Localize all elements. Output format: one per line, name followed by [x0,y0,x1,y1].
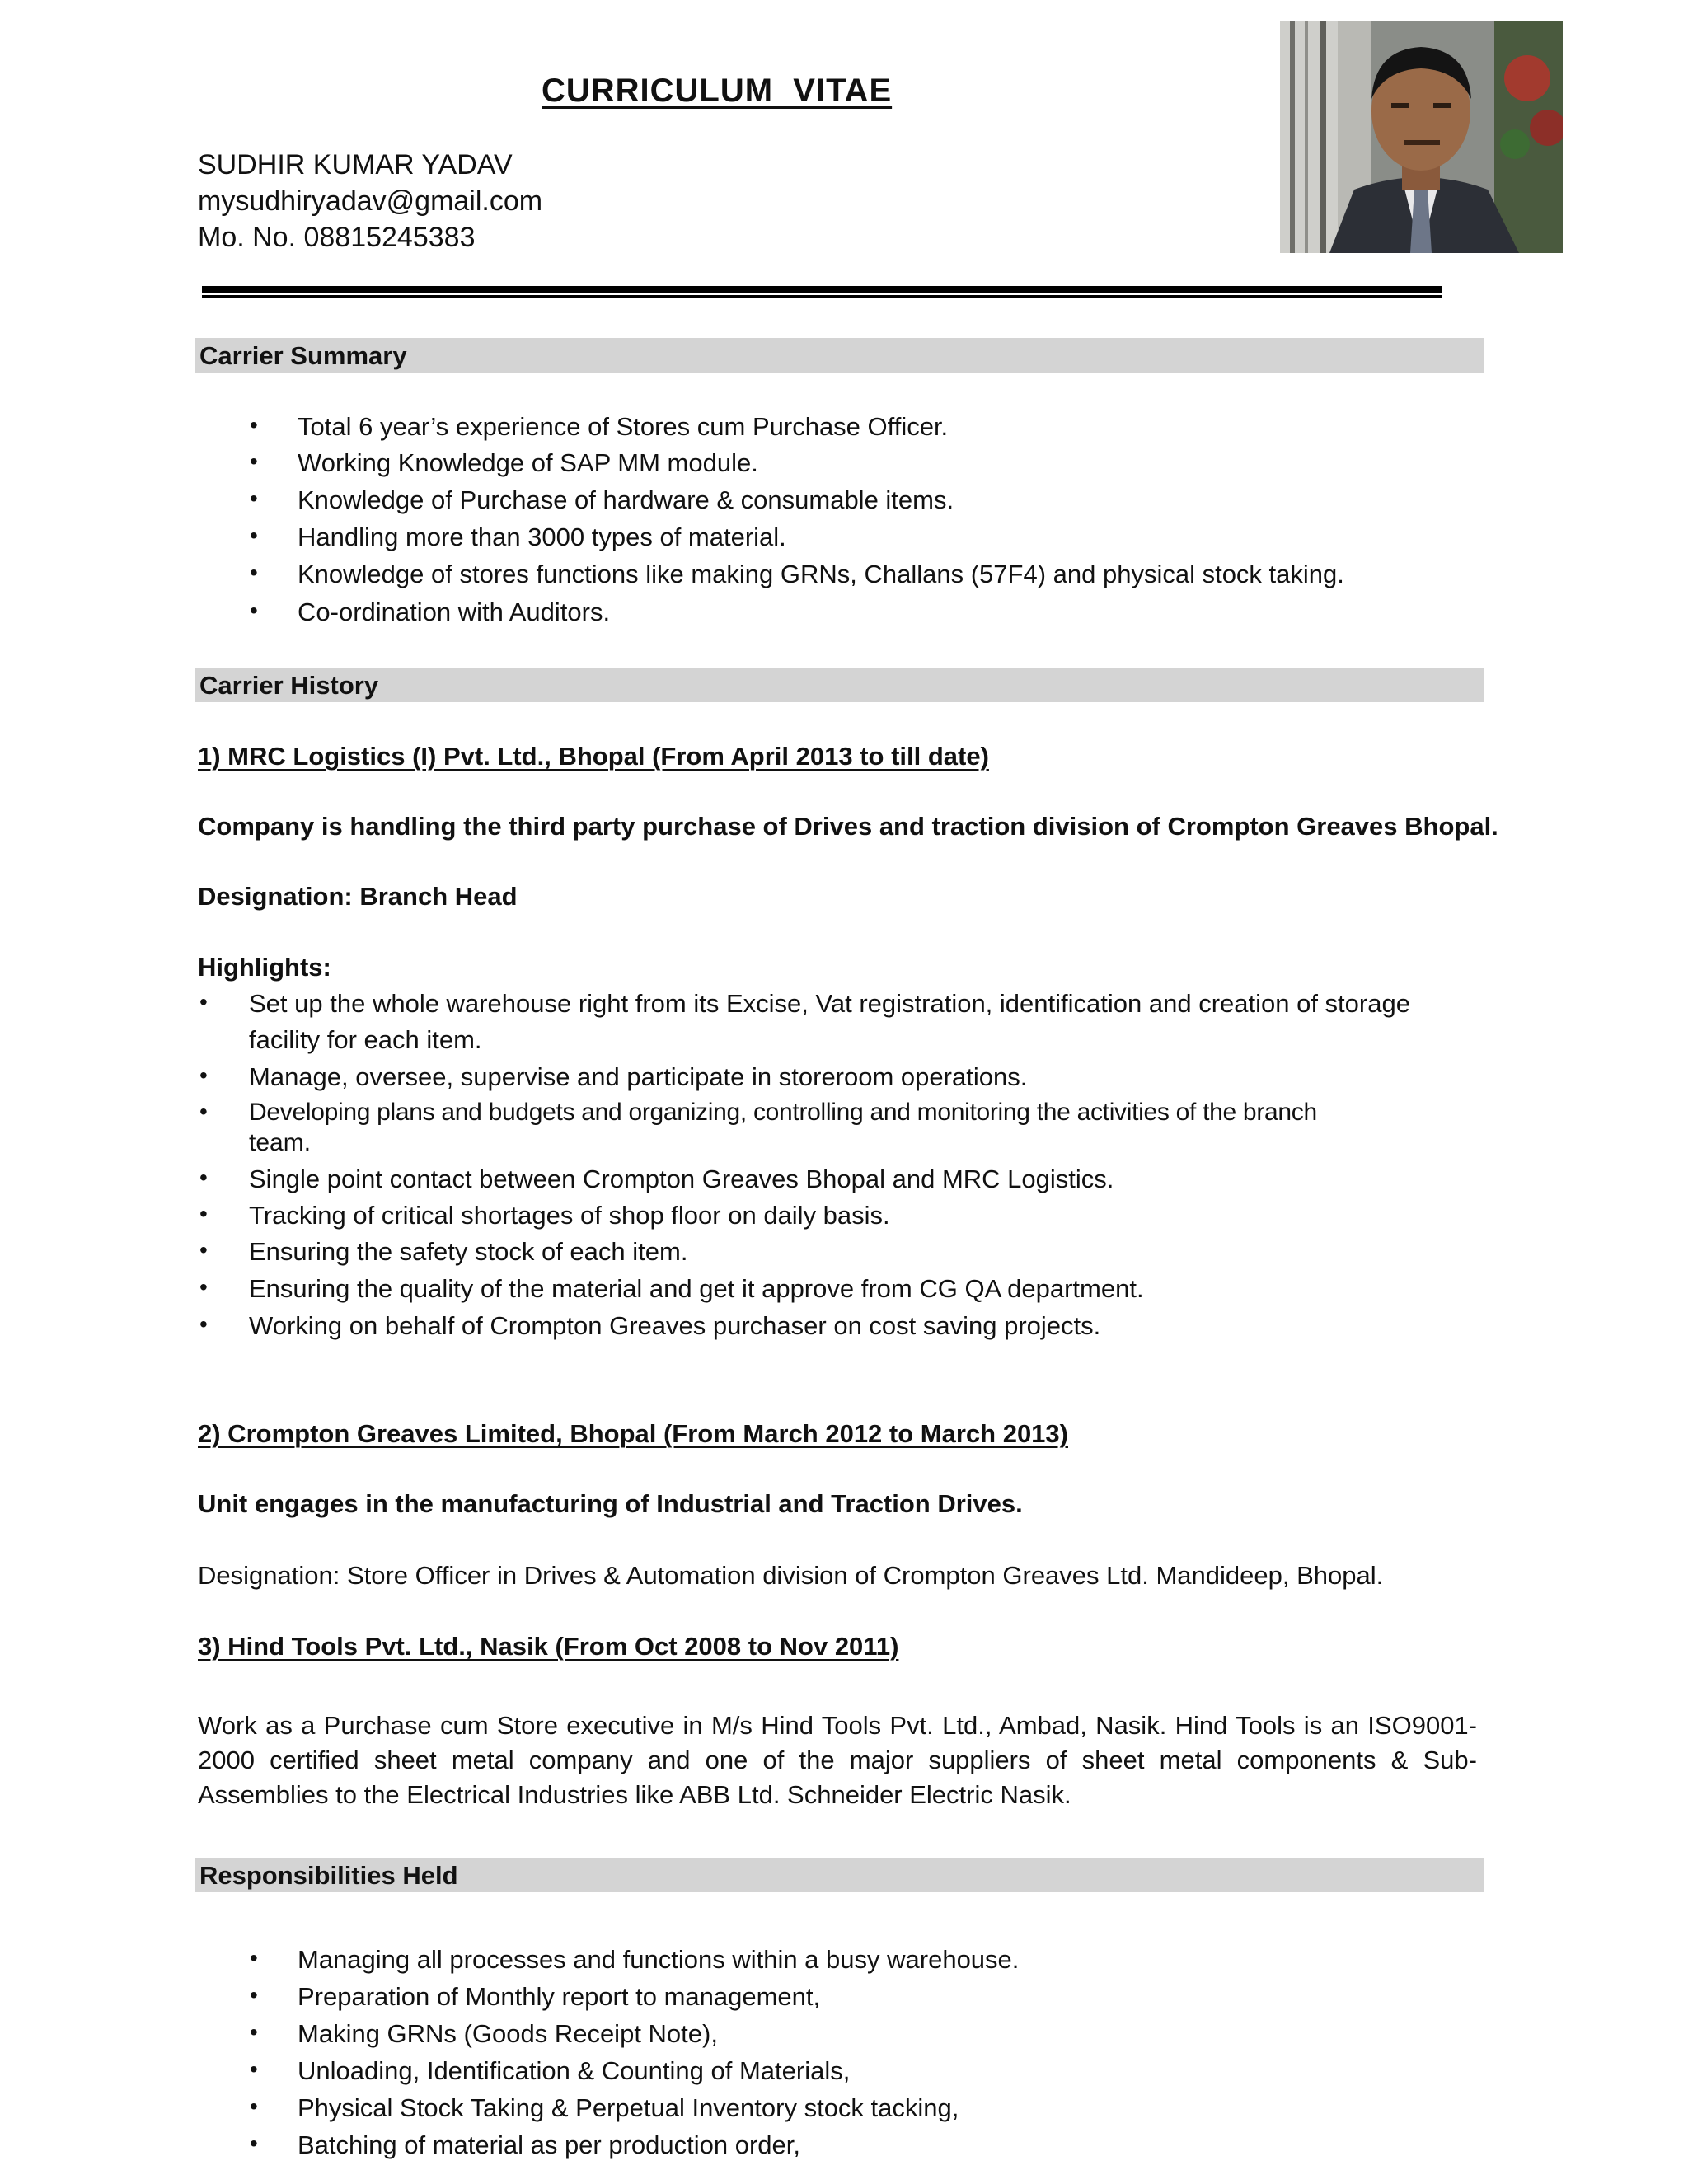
bullet-icon: • [250,2056,258,2082]
responsibilities-list [250,1945,1486,2176]
list-item-text: Single point contact between Crompton Greaves Bhopal and MRC Logistics. [249,1165,1114,1193]
bullet-icon: • [250,2019,258,2045]
bullet-icon: • [250,485,258,511]
list-item-text: Managing all processes and functions within a busy warehouse. [298,1945,1020,1974]
list-item-text: Working on behalf of Crompton Greaves purchaser on cost saving projects. [249,1311,1101,1340]
list-item-text: Set up the whole warehouse right from its Excise, Vat registration, identification and creation of storage [249,989,1410,1018]
list-item-text: Developing plans and budgets and organizing, controlling and monitoring the activities of the branch [249,1099,1317,1126]
bullet-icon: • [250,1945,258,1971]
section-band-responsibilities [195,1858,1484,1892]
highlights-list [199,989,1485,1343]
list-item-text: Ensuring the quality of the material and get it approve from CG QA department. [249,1274,1144,1303]
list-item-text: Knowledge of stores functions like making GRNs, Challans (57F4) and physical stock taking. [298,560,1344,588]
bullet-icon: • [250,1982,258,2008]
job-designation: Designation: Branch Head [198,882,518,911]
job-designation: Designation: Store Officer in Drives & Automation division of Crompton Greaves Ltd. Mandideep, Bhopal. [198,1561,1384,1590]
list-item-text: Manage, oversee, supervise and participate in storeroom operations. [249,1062,1028,1091]
list-item-text: Handling more than 3000 types of material. [298,523,786,551]
bullet-icon: • [199,1062,208,1088]
bullet-icon: • [250,448,258,474]
list-item-text: team. [249,1129,312,1156]
list-item-text: Knowledge of Purchase of hardware & consumable items. [298,485,954,514]
section-title-summary: Carrier Summary [199,341,407,370]
header-rule-thin [202,295,1442,298]
bullet-icon: • [199,1311,208,1337]
list-item-text: Co-ordination with Auditors. [298,598,611,626]
section-band-summary [195,338,1484,373]
header-rule-thick [202,286,1442,293]
list-item-text: facility for each item. [249,1025,482,1054]
section-band-history [195,668,1484,702]
list-item-text: Making GRNs (Goods Receipt Note), [298,2019,718,2048]
bullet-icon: • [199,1165,208,1190]
bullet-icon: • [250,523,258,548]
profile-photo [1280,21,1563,253]
job-heading-crompton: 2) Crompton Greaves Limited, Bhopal (From March 2012 to March 2013) [198,1419,1068,1448]
job-heading-mrc: 1) MRC Logistics (I) Pvt. Ltd., Bhopal (From April 2013 to till date) [198,742,989,771]
bullet-icon: • [250,2093,258,2119]
document-title: CURRICULUM VITAE [542,73,893,109]
job-company-line: Company is handling the third party purchase of Drives and traction division of Crompton Greaves Bhopal. [198,812,1498,841]
bullet-icon: • [199,1201,208,1226]
bullet-icon: • [250,412,258,438]
bullet-icon: • [250,560,258,585]
job-heading-hind-tools: 3) Hind Tools Pvt. Ltd., Nasik (From Oct 2008 to Nov 2011) [198,1632,899,1661]
bullet-icon: • [199,1099,208,1124]
email-address[interactable]: mysudhiryadav@gmail.com [198,185,543,217]
list-item-text: Batching of material as per production order, [298,2130,801,2159]
list-item-text: Ensuring the safety stock of each item. [249,1237,688,1266]
job-unit-line: Unit engages in the manufacturing of Industrial and Traction Drives. [198,1489,1023,1518]
section-title-responsibilities: Responsibilities Held [199,1861,458,1890]
portrait-illustration [1280,21,1563,253]
list-item-text: Tracking of critical shortages of shop floor on daily basis. [249,1201,890,1230]
bullet-icon: • [199,1274,208,1300]
list-item-text: Working Knowledge of SAP MM module. [298,448,758,477]
contact-block [198,147,542,255]
list-item-text: Physical Stock Taking & Perpetual Inventory stock tacking, [298,2093,959,2122]
bullet-icon: • [199,1237,208,1263]
candidate-name: SUDHIR KUMAR YADAV [198,149,513,180]
list-item-text: Preparation of Monthly report to management, [298,1982,821,2011]
highlights-label: Highlights: [198,953,331,982]
section-title-history: Carrier History [199,671,379,700]
summary-list [250,412,1486,635]
bullet-icon: • [250,2130,258,2156]
bullet-icon: • [199,989,208,1015]
job-description: Work as a Purchase cum Store executive in M/s Hind Tools Pvt. Ltd., Ambad, Nasik. Hind Tools is an ISO9001-2000 certified sheet metal company and one of the major suppliers of sheet metal components & Sub-Assemblies to the Electrical Industries like ABB Ltd. Schneider Electric Nasik. [198,1711,1477,1809]
list-item-text: Total 6 year’s experience of Stores cum Purchase Officer. [298,412,949,441]
list-item-text: Unloading, Identification & Counting of Materials, [298,2056,851,2085]
bullet-icon: • [250,598,258,623]
phone-number: Mo. No. 08815245383 [198,222,476,253]
